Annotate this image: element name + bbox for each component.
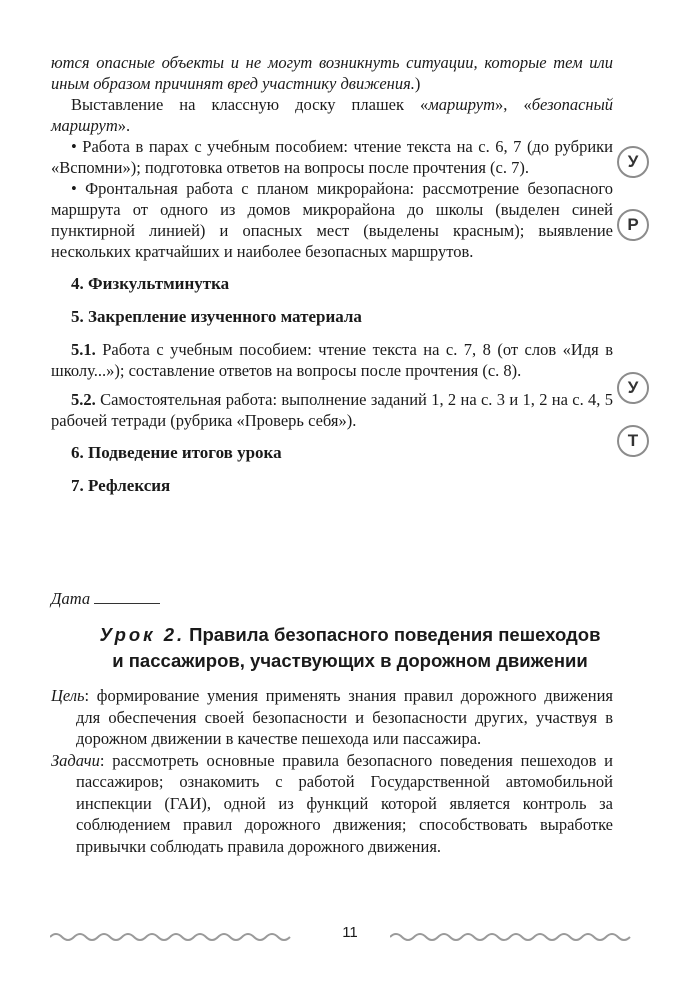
- badge-r-icon: Р: [617, 209, 649, 241]
- lesson-number: Урок 2.: [99, 624, 186, 645]
- section-5-2: 5.2. Самостоятельная работа: выполнение заданий 1, 2 на с. 3 и 1, 2 на с. 4, 5 рабочей тетради (рубрика «Проверь себя»).: [51, 390, 613, 430]
- heading-7: 7. Рефлексия: [71, 476, 171, 495]
- intro-paragraph: ются опасные объекты и не могут возникнуть ситуации, которые тем или иным образом причинят вред участнику движения.): [51, 53, 613, 93]
- heading-6: 6. Подведение итогов урока: [71, 443, 282, 462]
- lesson-definitions: [51, 685, 613, 857]
- page-footer: [40, 922, 660, 952]
- date-blank-line: [94, 589, 160, 604]
- heading-4: 4. Физкультминутка: [71, 274, 230, 293]
- badge-u-icon: У: [617, 146, 649, 178]
- section-5-1: 5.1. Работа с учебным пособием: чтение текста на с. 7, 8 (от слов «Идя в школу...»); составление ответов на вопросы после прочтения (с. 8).: [51, 340, 613, 380]
- frontal-work-paragraph: • Фронтальная работа с планом микрорайона: рассмотрение безопасного маршрута от одного из домов микрорайона до школы (выделен синей пунктирной линией) и опасных мест (выделены красным); выявление нескольких кратчайших и наиболее безопасных маршрутов.: [51, 179, 613, 261]
- heading-5: 5. Закрепление изученного материала: [71, 307, 362, 326]
- pairs-work-paragraph: • Работа в парах с учебным пособием: чтение текста на с. 6, 7 (до рубрики «Вспомни»); подготовка ответов на вопросы после прочтения (с. 7).: [51, 137, 613, 177]
- date-field: Дата: [51, 589, 160, 609]
- board-paragraph: Выставление на классную доску плашек «маршрут», «безопасный маршрут».: [51, 95, 614, 135]
- goal-paragraph: Цель: формирование умения применять знания правил дорожного движения для обеспечения своей безопасности и безопасности других, участвуя в дорожном движении в качестве пешехода или пассажира.: [51, 686, 613, 748]
- page-body: [51, 52, 613, 497]
- tasks-paragraph: Задачи: рассмотреть основные правила безопасного поведения пешеходов и пассажиров; ознакомить с работой Государственной автомобильной инспекции (ГАИ), одной из функций которой является контроль за соблюдением правил дорожного движения; способствовать выработке привычки соблюдать правила дорожного движения.: [51, 750, 613, 856]
- wave-divider-right: [390, 930, 640, 944]
- intro-italic-text: ются опасные объекты и не могут возникнуть ситуации, которые тем или иным образом причинят вред участнику движения.: [51, 53, 613, 93]
- page-number: 11: [342, 924, 358, 941]
- badge-u-icon-2: У: [617, 372, 649, 404]
- badge-t-icon: Т: [617, 425, 649, 457]
- lesson-title: Урок 2. Правила безопасного поведения пешеходов и пассажиров, участвующих в дорожном движении: [99, 624, 601, 671]
